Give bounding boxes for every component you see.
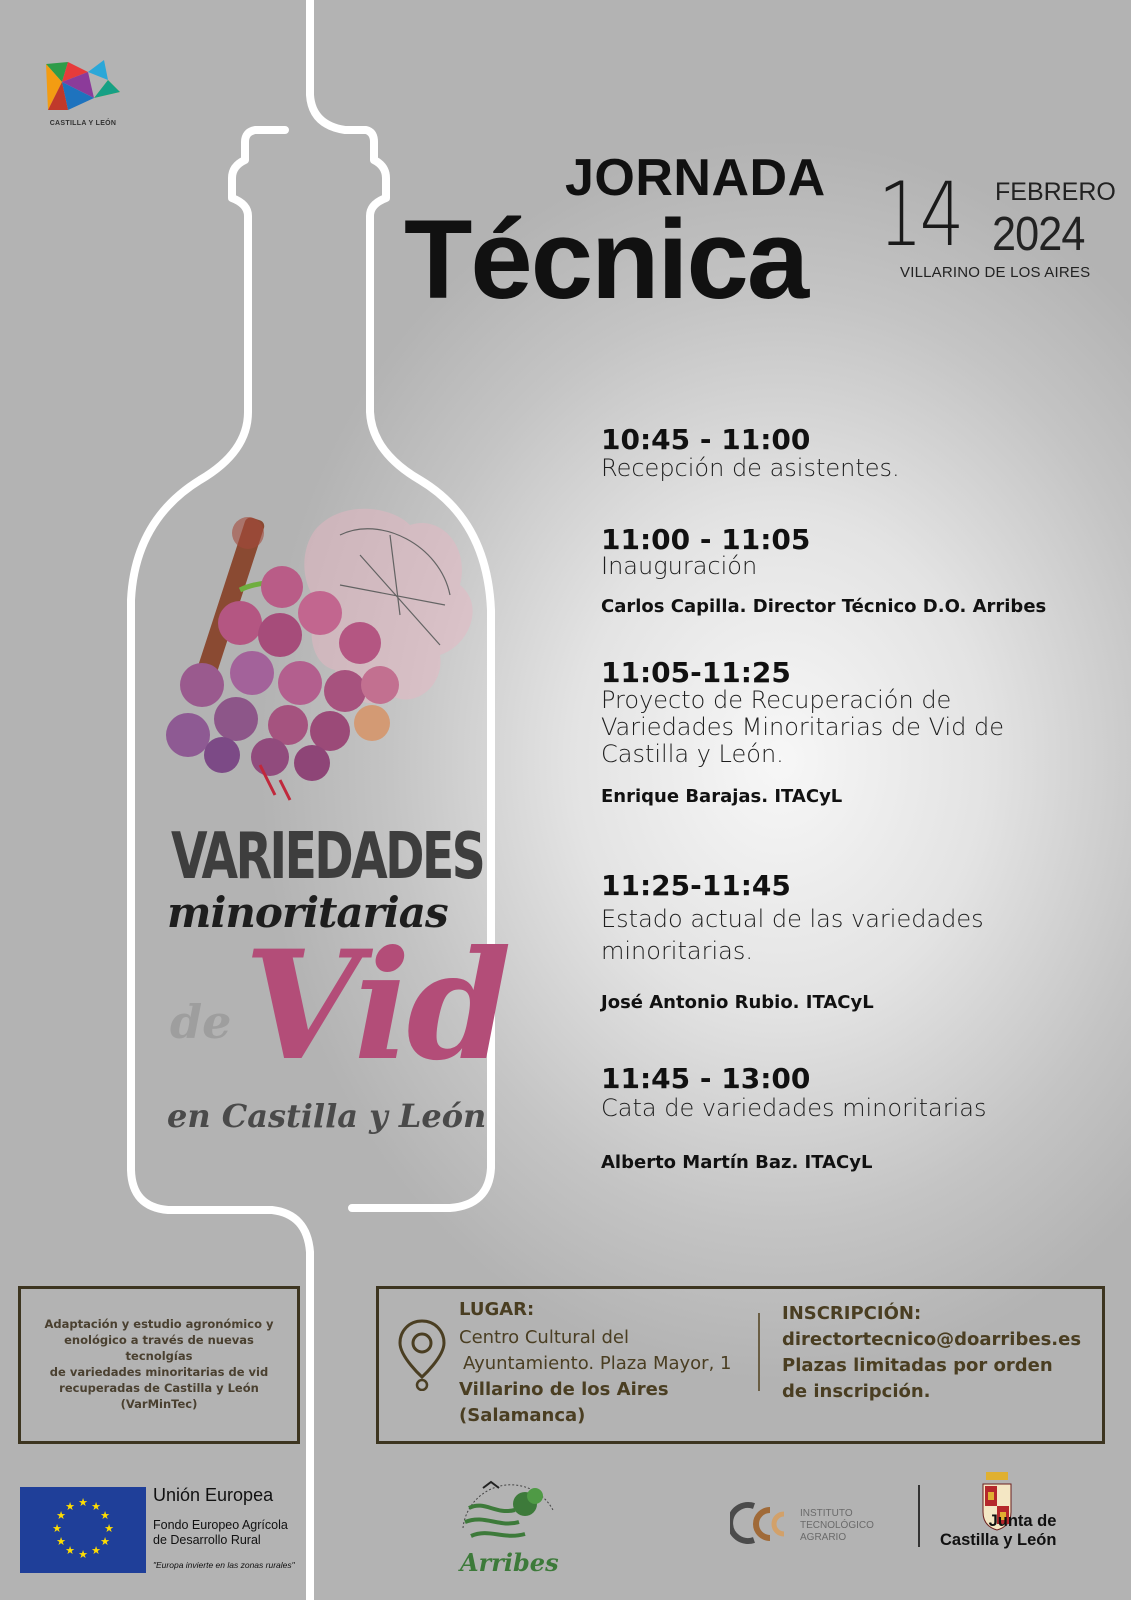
- program-time: 11:45 - 13:00: [601, 1062, 811, 1095]
- program-title-line: minoritarias.: [601, 937, 753, 965]
- venue-registration-box: [376, 1286, 1105, 1444]
- program-title-line: Recepción de asistentes.: [601, 454, 900, 482]
- itacyl-label-line: INSTITUTO: [800, 1508, 853, 1519]
- program-title-line: Cata de variedades minoritarias: [601, 1094, 987, 1122]
- program-title: [601, 1095, 1071, 1122]
- registration-heading: INSCRIPCIÓN:: [782, 1303, 922, 1324]
- svg-text:★: ★: [56, 1509, 66, 1522]
- title-tecnica: Técnica: [404, 197, 808, 322]
- venue-heading: LUGAR:: [459, 1299, 535, 1320]
- svg-text:★: ★: [56, 1535, 66, 1548]
- itacyl-label: [800, 1508, 874, 1544]
- program-time: 11:00 - 11:05: [601, 523, 811, 556]
- program-title-line: Proyecto de Recuperación de: [601, 686, 952, 714]
- date-month: FEBRERO: [995, 178, 1116, 206]
- divider: [918, 1485, 920, 1547]
- itacyl-label-line: TECNOLÓGICO: [800, 1520, 874, 1531]
- eu-motto: "Europa invierte en las zonas rurales": [153, 1560, 295, 1570]
- castilla-y-leon-mark-icon: [38, 58, 128, 118]
- grapes-illustration: [140, 495, 490, 805]
- svg-text:★: ★: [91, 1544, 101, 1557]
- title-en-castilla-y-leon: en Castilla y León: [167, 1097, 487, 1135]
- arribes-logo-label: Arribes: [460, 1548, 559, 1577]
- venue-town: Villarino de los Aires: [459, 1379, 669, 1400]
- venue-line: Centro Cultural del: [459, 1327, 629, 1348]
- program-time: 11:05-11:25: [601, 656, 791, 689]
- location-pin-icon: [397, 1319, 447, 1391]
- program-time: 10:45 - 11:00: [601, 423, 811, 456]
- program-speaker: Alberto Martín Baz. ITACyL: [601, 1152, 873, 1173]
- title-variedades: VARIEDADES: [171, 820, 484, 894]
- program-title: [601, 553, 1071, 580]
- svg-text:★: ★: [78, 1548, 88, 1561]
- eu-flag-icon: [20, 1487, 146, 1573]
- date-year: 2024: [992, 208, 1085, 261]
- junta-label-line: Castilla y León: [940, 1531, 1057, 1549]
- program-title: [601, 687, 1071, 768]
- title-vid: Vid: [244, 918, 508, 1094]
- registration-note: Plazas limitadas por orden: [782, 1355, 1053, 1376]
- junta-label-line: Junta de: [988, 1512, 1057, 1530]
- project-line: enológico a través de nuevas tecnolgías: [64, 1333, 254, 1363]
- program-title: [601, 903, 1071, 967]
- venue-line: Ayuntamiento. Plaza Mayor, 1: [463, 1353, 732, 1374]
- eu-fund-line: Fondo Europeo Agrícola: [153, 1518, 288, 1532]
- svg-text:★: ★: [65, 1544, 75, 1557]
- eu-stars: [20, 1487, 146, 1573]
- registration-email-link[interactable]: directortecnico@doarribes.es: [782, 1329, 1082, 1350]
- junta-label: [940, 1512, 1057, 1550]
- svg-text:★: ★: [104, 1522, 114, 1535]
- program-title: [601, 455, 1071, 482]
- castilla-y-leon-logo: [38, 58, 128, 138]
- itacyl-logo-icon: [730, 1500, 796, 1546]
- project-line: Adaptación y estudio agronómico y: [44, 1317, 274, 1331]
- title-minoritarias: minoritarias: [167, 888, 448, 937]
- itacyl-label-line: AGRARIO: [800, 1532, 847, 1543]
- date-day: 14: [878, 163, 962, 266]
- project-line: recuperadas de Castilla y León: [59, 1381, 259, 1395]
- eu-fund: [153, 1518, 288, 1548]
- svg-text:★: ★: [65, 1500, 75, 1513]
- program-speaker: Enrique Barajas. ITACyL: [601, 786, 843, 807]
- event-location: VILLARINO DE LOS AIRES: [900, 264, 1091, 281]
- title-de: de: [170, 995, 232, 1049]
- venue-province: (Salamanca): [459, 1405, 586, 1426]
- project-line: (VarMinTec): [120, 1397, 198, 1411]
- program-title-line: Inauguración: [601, 552, 758, 580]
- svg-text:★: ★: [52, 1522, 62, 1535]
- eu-title: Unión Europea: [153, 1485, 274, 1505]
- project-box: [18, 1286, 300, 1444]
- program-title-line: Variedades Minoritarias de Vid de: [601, 713, 1004, 741]
- registration-note: de inscripción.: [782, 1381, 931, 1402]
- castilla-y-leon-logo-label: CASTILLA Y LEÓN: [49, 120, 117, 127]
- program-time: 11:25-11:45: [601, 869, 791, 902]
- svg-text:★: ★: [100, 1509, 110, 1522]
- program-title-line: Castilla y León.: [601, 740, 784, 768]
- title-jornada: JORNADA: [565, 149, 826, 207]
- svg-text:★: ★: [78, 1496, 88, 1509]
- project-line: de variedades minoritarias de vid: [49, 1365, 269, 1379]
- eu-fund-line: de Desarrollo Rural: [153, 1533, 261, 1547]
- project-description: [33, 1316, 285, 1412]
- program-speaker: Carlos Capilla. Director Técnico D.O. Arribes: [601, 596, 1047, 617]
- divider: [758, 1313, 760, 1391]
- svg-text:★: ★: [91, 1500, 101, 1513]
- program-title-line: Estado actual de las variedades: [601, 905, 984, 933]
- program-speaker: José Antonio Rubio. ITACyL: [601, 992, 874, 1013]
- svg-text:★: ★: [100, 1535, 110, 1548]
- arribes-logo-icon: [455, 1470, 565, 1552]
